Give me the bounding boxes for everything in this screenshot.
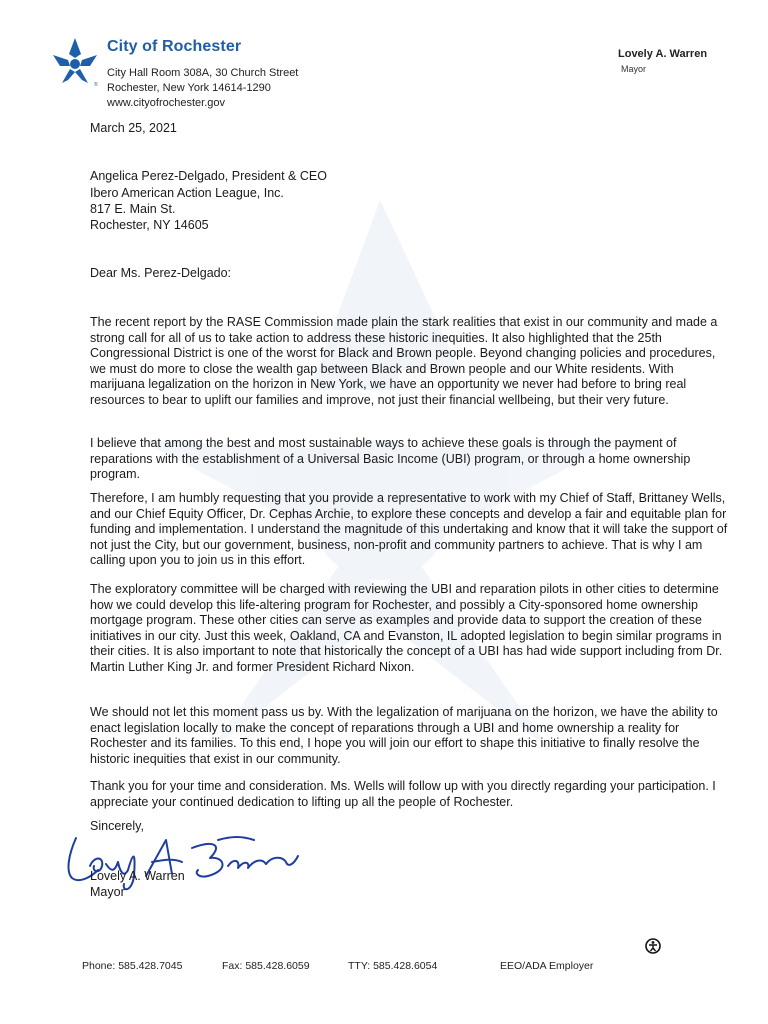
body-paragraph-1: The recent report by the RASE Commission made plain the stark realities that exist in our community and made a strong call for all of us to take action to address these historic inequities. It also highlighted that the 25th Congressional District is one of the worst for Black and Brown people. Beyond changing policies and procedures, we must do more to close the wealth gap between Black and Brown people and our White residents. With marijuana legalization on the horizon in New York, we have an opportunity we never had before to bring real resources to bear to uplift our families and improve, not just their financial wellbeing, but their very future.: [90, 315, 718, 407]
letter-date: March 25, 2021: [90, 121, 177, 135]
mayor-name: Lovely A. Warren: [618, 48, 708, 60]
accessibility-icon: [645, 938, 661, 954]
city-name: City of Rochester: [107, 38, 242, 55]
svg-text:®: ®: [94, 82, 98, 88]
closing: Sincerely,: [90, 819, 144, 833]
recipient-line-4: Rochester, NY 14605: [90, 218, 209, 232]
signer-name: Lovely A. Warren: [90, 869, 185, 883]
recipient-line-2: Ibero American Action League, Inc.: [90, 186, 284, 200]
mayor-title: Mayor: [621, 64, 647, 74]
body-paragraph-6: Thank you for your time and consideration. Ms. Wells will follow up with you directly regarding your participation. I appreciate your continued dedication to lifting up all the people of Rochester.: [90, 779, 716, 809]
address-line-1: City Hall Room 308A, 30 Church Street: [107, 67, 299, 79]
footer-eeo: EEO/ADA Employer: [500, 960, 594, 972]
website: www.cityofrochester.gov: [107, 97, 225, 109]
salutation: Dear Ms. Perez-Delgado:: [90, 266, 232, 280]
body-paragraph-3: Therefore, I am humbly requesting that you provide a representative to work with my Chief of Staff, Brittaney Wells, and our Chief Equity Officer, Dr. Cephas Archie, to explore these concepts and develop a fair and equitable plan for funding and implementation. I understand the magnitude of this undertaking and know that it will take the support of not just the City, but our government, business, non-profit and community partners to achieve. That is why I am calling upon you to join us in this effort.: [90, 491, 728, 567]
city-logo-icon: [50, 36, 100, 88]
body-paragraph-4: The exploratory committee will be charged with reviewing the UBI and reparation pilots in other cities to determine how we could develop this life-altering program for Rochester, and possibly a City-sponsored home ownership mortgage program. These other cities can serve as examples and provide data to support the creation of these initiatives in our city. Just this week, Oakland, CA and Evanston, IL adopted legislation to begin similar programs in their cities. It is also important to note that historically the concept of a UBI has had wide support including from Dr. Martin Luther King Jr. and former President Richard Nixon.: [90, 582, 723, 674]
recipient-line-1: Angelica Perez-Delgado, President & CEO: [90, 169, 327, 183]
footer-tty: TTY: 585.428.6054: [348, 960, 438, 972]
body-paragraph-2: I believe that among the best and most sustainable ways to achieve these goals is through the payment of reparations with the establishment of a Universal Basic Income (UBI) program, or through a home ownership program.: [90, 436, 691, 481]
body-paragraph-5: We should not let this moment pass us by. With the legalization of marijuana on the horizon, we have the ability to enact legislation locally to make the concept of reparations through a UBI and home ownership a reality for Rochester and its families. To this end, I hope you will join our effort to shape this initiative to finally resolve the historic inequities that exist in our community.: [90, 705, 718, 766]
recipient-line-3: 817 E. Main St.: [90, 202, 176, 216]
address-line-2: Rochester, New York 14614-1290: [107, 82, 271, 94]
footer-fax: Fax: 585.428.6059: [222, 960, 310, 972]
footer-phone: Phone: 585.428.7045: [82, 960, 183, 972]
signer-title: Mayor: [90, 885, 125, 899]
